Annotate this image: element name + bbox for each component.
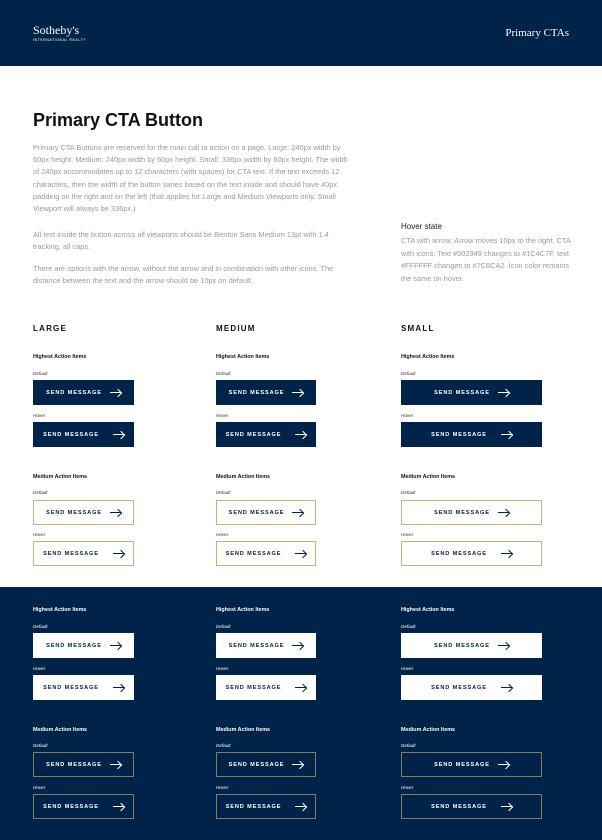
arrow-right-icon	[110, 392, 121, 393]
arrow-right-icon	[295, 806, 306, 807]
group-label-medium: Medium Action Items	[401, 474, 456, 480]
group-label-highest: Highest Action Items	[401, 607, 455, 613]
logo-subtitle: INTERNATIONAL REALTY	[33, 38, 87, 42]
hover-state-title: Hover state	[401, 222, 442, 231]
column-heading-medium: MEDIUM	[216, 324, 256, 333]
button-label: SEND MESSAGE	[225, 550, 282, 557]
state-label-default: Default	[216, 371, 231, 376]
send-message-button-hover[interactable]	[401, 541, 542, 566]
column-heading-small: SMALL	[401, 324, 435, 333]
button-label: SEND MESSAGE	[228, 389, 285, 396]
header-title: Primary CTAs	[505, 27, 569, 39]
state-label-hover: Hover	[33, 785, 46, 790]
arrow-right-icon	[113, 687, 124, 688]
arrow-right-icon	[292, 512, 303, 513]
button-label: SEND MESSAGE	[43, 684, 99, 691]
state-label-default: Default	[33, 624, 48, 629]
button-label: SEND MESSAGE	[431, 803, 487, 810]
state-label-default: Default	[33, 371, 48, 376]
send-message-button-hover[interactable]	[216, 675, 316, 700]
button-label: SEND MESSAGE	[228, 642, 285, 649]
arrow-right-icon	[498, 392, 509, 393]
group-label-medium: Medium Action Items	[216, 474, 271, 480]
button-label: SEND MESSAGE	[43, 803, 99, 810]
send-message-button[interactable]	[33, 500, 134, 525]
arrow-right-icon	[110, 512, 121, 513]
send-message-button[interactable]	[401, 633, 542, 658]
send-message-button-hover[interactable]	[401, 422, 542, 447]
arrow-right-icon	[292, 764, 303, 765]
send-message-button-hover[interactable]	[33, 675, 134, 700]
button-label: SEND MESSAGE	[434, 509, 490, 516]
button-label: SEND MESSAGE	[434, 389, 490, 396]
state-label-default: Default	[401, 490, 416, 495]
state-label-default: Default	[216, 490, 231, 495]
arrow-right-icon	[292, 392, 303, 393]
arrow-right-icon	[110, 764, 121, 765]
send-message-button[interactable]	[401, 500, 542, 525]
send-message-button[interactable]	[33, 752, 134, 777]
send-message-button-hover[interactable]	[401, 675, 542, 700]
dark-background-section	[0, 587, 602, 840]
intro-paragraph-2: All text inside the button across all viewports should be Benton Sans Medium 13pt with 1.4 tracking, all caps.	[33, 230, 329, 252]
send-message-button[interactable]	[401, 752, 542, 777]
arrow-right-icon	[295, 553, 306, 554]
button-label: SEND MESSAGE	[43, 431, 99, 438]
button-label: SEND MESSAGE	[225, 803, 282, 810]
group-label-medium: Medium Action Items	[216, 727, 271, 733]
send-message-button[interactable]	[216, 752, 316, 777]
state-label-hover: Hover	[216, 532, 229, 537]
button-label: SEND MESSAGE	[228, 761, 285, 768]
group-label-highest: Highest Action Items	[216, 607, 270, 613]
button-label: SEND MESSAGE	[46, 642, 102, 649]
state-label-hover: Hover	[216, 785, 229, 790]
arrow-right-icon	[501, 687, 512, 688]
header-bar	[0, 0, 602, 66]
group-label-highest: Highest Action Items	[216, 354, 270, 360]
arrow-right-icon	[295, 434, 306, 435]
arrow-right-icon	[498, 764, 509, 765]
state-label-default: Default	[401, 743, 416, 748]
send-message-button[interactable]	[401, 380, 542, 405]
button-label: SEND MESSAGE	[46, 389, 102, 396]
state-label-hover: Hover	[401, 785, 414, 790]
send-message-button-hover[interactable]	[216, 422, 316, 447]
button-label: SEND MESSAGE	[225, 431, 282, 438]
state-label-default: Default	[33, 743, 48, 748]
state-label-default: Default	[216, 624, 231, 629]
column-heading-large: LARGE	[33, 324, 67, 333]
button-label: SEND MESSAGE	[46, 509, 102, 516]
state-label-hover: Hover	[401, 532, 414, 537]
hover-state-description: CTA with arrow: Arrow moves 10px to the right. CTA with icons: Text #002349 changes to #1C4C7F, text #FFFFFF changes to #7C8CA2. Icon color remains the same on hover.	[401, 236, 571, 283]
intro-paragraph-1: Primary CTA Buttons are reserved for the main call to action on a page. Large: 240px width by 60px height. Medium: 240px width by 60px height. Small: 336px width by 60px height. The width of 240px accommodates up to 12 characters (with spaces) for CTA text. If the text exceeds 12 characters, then the width of the button varies based on the text inside and should have 40px padding on the right and on the left (that applies for Large and Medium Viewports only. Small Viewport will always be 336px.)	[33, 143, 348, 214]
state-label-hover: Hover	[33, 413, 46, 418]
send-message-button-hover[interactable]	[216, 794, 316, 819]
button-label: SEND MESSAGE	[46, 761, 102, 768]
arrow-right-icon	[498, 512, 509, 513]
button-label: SEND MESSAGE	[434, 642, 490, 649]
state-label-default: Default	[216, 743, 231, 748]
send-message-button[interactable]	[216, 633, 316, 658]
arrow-right-icon	[295, 687, 306, 688]
state-label-hover: Hover	[401, 413, 414, 418]
state-label-hover: Hover	[33, 532, 46, 537]
send-message-button-hover[interactable]	[401, 794, 542, 819]
arrow-right-icon	[113, 806, 124, 807]
send-message-button-hover[interactable]	[33, 422, 134, 447]
send-message-button-hover[interactable]	[33, 541, 134, 566]
arrow-right-icon	[498, 645, 509, 646]
intro-paragraph-3: There are options with the arrow, without the arrow and in combination with other icons. The distance between the text and the arrow should be 10px on default.	[33, 264, 334, 286]
arrow-right-icon	[292, 645, 303, 646]
state-label-default: Default	[33, 490, 48, 495]
arrow-right-icon	[113, 553, 124, 554]
state-label-default: Default	[401, 624, 416, 629]
sothebys-logo[interactable]	[33, 24, 86, 42]
button-label: SEND MESSAGE	[431, 550, 487, 557]
button-label: SEND MESSAGE	[431, 431, 487, 438]
group-label-medium: Medium Action Items	[33, 727, 88, 733]
logo-wordmark: Sotheby's	[33, 23, 80, 37]
send-message-button-hover[interactable]	[216, 541, 316, 566]
group-label-highest: Highest Action Items	[401, 354, 455, 360]
arrow-right-icon	[501, 553, 512, 554]
state-label-default: Default	[401, 371, 416, 376]
arrow-right-icon	[113, 434, 124, 435]
send-message-button[interactable]	[216, 380, 316, 405]
send-message-button[interactable]	[216, 500, 316, 525]
arrow-right-icon	[501, 806, 512, 807]
button-label: SEND MESSAGE	[43, 550, 99, 557]
button-label: SEND MESSAGE	[431, 684, 487, 691]
group-label-medium: Medium Action Items	[33, 474, 88, 480]
state-label-hover: Hover	[401, 666, 414, 671]
group-label-highest: Highest Action Items	[33, 607, 87, 613]
button-label: SEND MESSAGE	[228, 509, 285, 516]
state-label-hover: Hover	[216, 666, 229, 671]
send-message-button[interactable]	[33, 633, 134, 658]
state-label-hover: Hover	[33, 666, 46, 671]
group-label-medium: Medium Action Items	[401, 727, 456, 733]
arrow-right-icon	[501, 434, 512, 435]
send-message-button[interactable]	[33, 380, 134, 405]
button-label: SEND MESSAGE	[225, 684, 282, 691]
arrow-right-icon	[110, 645, 121, 646]
button-label: SEND MESSAGE	[434, 761, 490, 768]
state-label-hover: Hover	[216, 413, 229, 418]
page-title: Primary CTA Button	[33, 110, 204, 130]
send-message-button-hover[interactable]	[33, 794, 134, 819]
group-label-highest: Highest Action Items	[33, 354, 87, 360]
